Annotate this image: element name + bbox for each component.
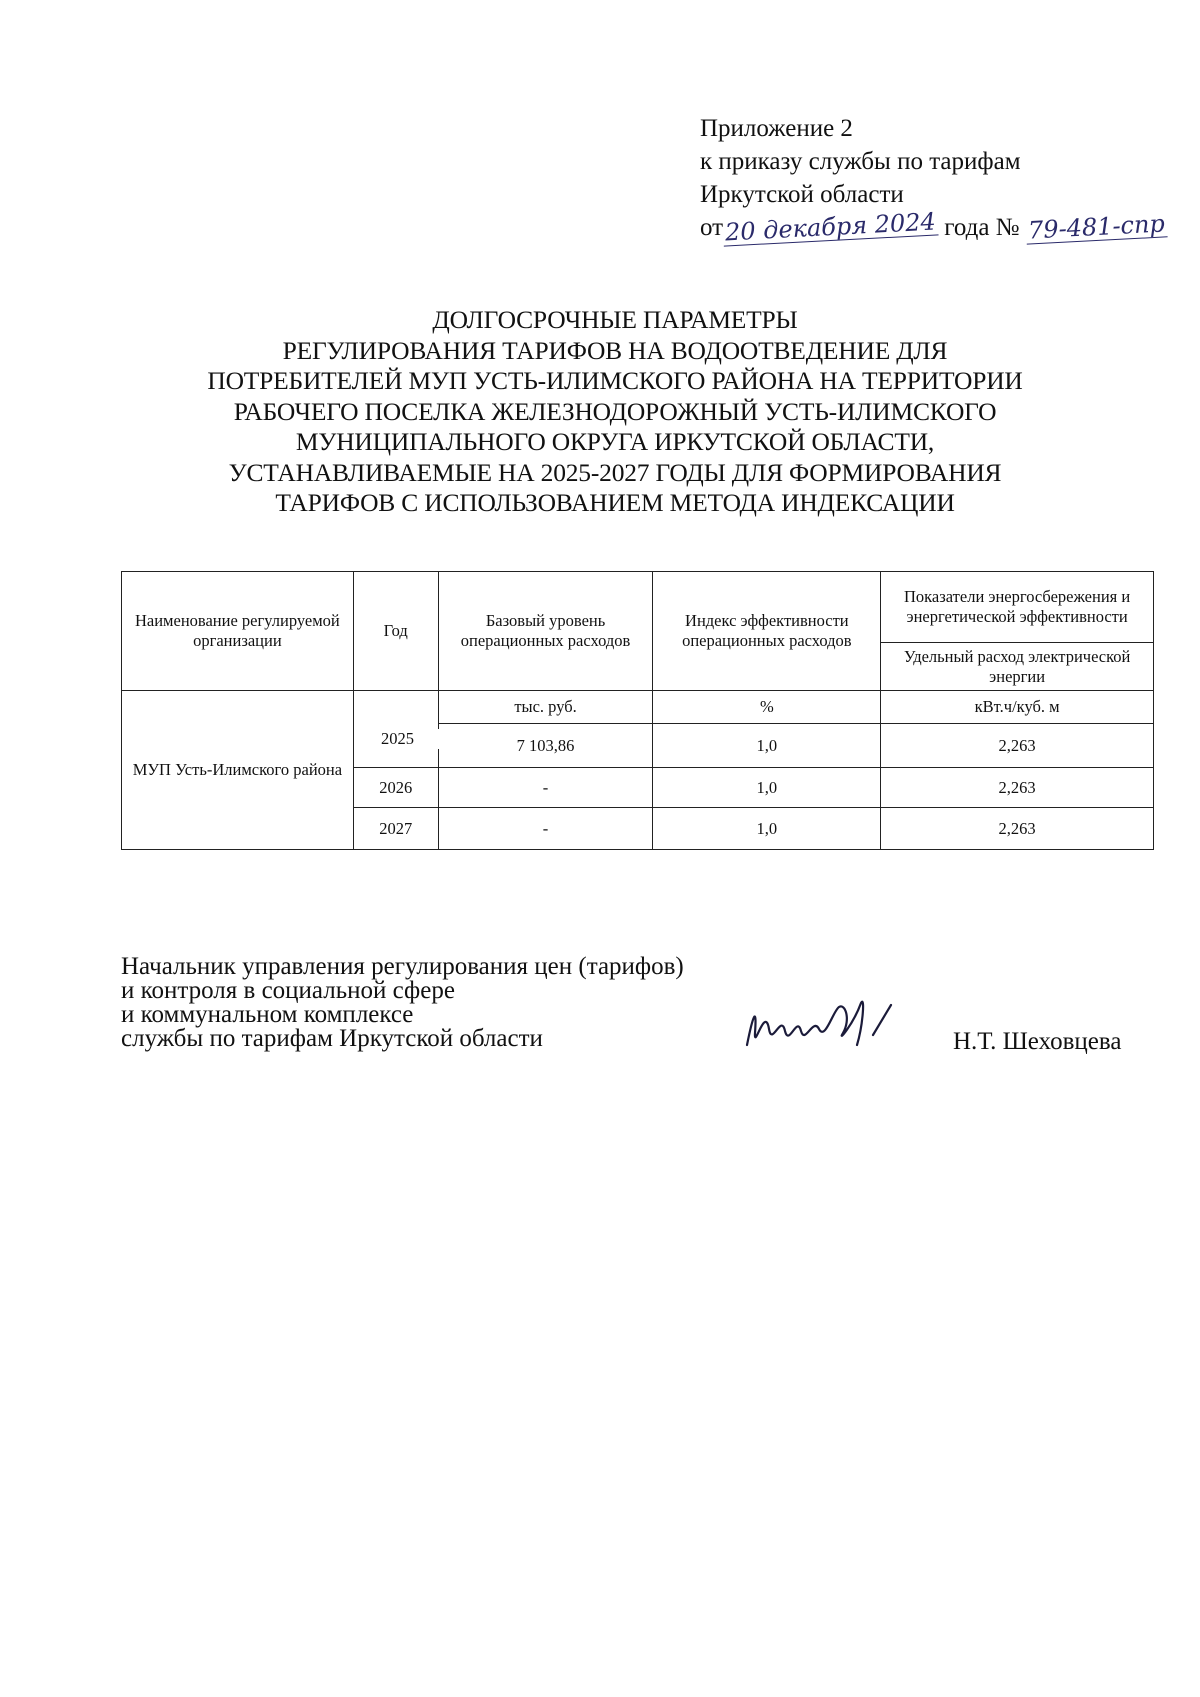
header-energy-group: Показатели энергосбережения и энергетической эффективности (881, 572, 1154, 643)
title-line: ПОТРЕБИТЕЛЕЙ МУП УСТЬ-ИЛИМСКОГО РАЙОНА НА ТЕРРИТОРИИ (207, 366, 1023, 395)
order-mid: года № (944, 214, 1020, 241)
header-year: Год (353, 572, 438, 691)
header-org: Наименование регулируемой организации (122, 572, 354, 691)
energy-2027: 2,263 (881, 808, 1154, 850)
appendix-order-ref: к приказу службы по тарифам (700, 148, 1021, 175)
order-prefix: от (700, 214, 724, 241)
handwritten-signature (735, 985, 955, 1065)
header-base-opex: Базовый уровень операционных расходов (438, 572, 653, 691)
title-line: ТАРИФОВ С ИСПОЛЬЗОВАНИЕМ МЕТОДА ИНДЕКСАЦИИ (275, 488, 955, 517)
appendix-header (700, 112, 1180, 247)
title-line: МУНИЦИПАЛЬНОГО ОКРУГА ИРКУТСКОЙ ОБЛАСТИ, (295, 427, 935, 456)
header-energy-sub: Удельный расход электрической энергии (881, 643, 1154, 691)
index-2026: 1,0 (653, 768, 881, 808)
signer-position-line: Начальник управления регулирования цен (тарифов) (121, 953, 684, 980)
document-title (170, 305, 1060, 519)
unit-index: % (653, 691, 881, 724)
organization-cell: МУП Усть-Илимского района (122, 691, 354, 850)
signature-block (121, 955, 821, 1051)
order-line (700, 207, 1180, 247)
title-line: ДОЛГОСРОЧНЫЕ ПАРАМЕТРЫ (432, 305, 798, 334)
appendix-authority: Иркутской области (700, 181, 904, 208)
parameters-table (121, 571, 1154, 850)
year-2025: 2025 (355, 729, 440, 749)
appendix-number: Приложение 2 (700, 115, 853, 142)
base-2025: 7 103,86 (438, 724, 653, 768)
title-line: УСТАНАВЛИВАЕМЫЕ НА 2025-2027 ГОДЫ ДЛЯ ФОРМИРОВАНИЯ (228, 457, 1002, 487)
order-date-handwritten: 20 декабря 2024 (724, 207, 937, 247)
order-number-handwritten: 79-481-спр (1027, 209, 1166, 245)
unit-energy: кВт.ч/куб. м (881, 691, 1154, 724)
energy-2025: 2,263 (881, 724, 1154, 768)
title-line: РЕГУЛИРОВАНИЯ ТАРИФОВ НА ВОДООТВЕДЕНИЕ ДЛЯ (282, 335, 948, 365)
energy-2026: 2,263 (881, 768, 1154, 808)
title-line: РАБОЧЕГО ПОСЕЛКА ЖЕЛЕЗНОДОРОЖНЫЙ УСТЬ-ИЛИМСКОГО (233, 396, 997, 426)
index-2027: 1,0 (653, 808, 881, 850)
signer-position-line: и контроля в социальной сфере (121, 977, 455, 1004)
year-2027: 2027 (353, 808, 438, 850)
unit-base: тыс. руб. (438, 691, 653, 724)
year-2026: 2026 (353, 768, 438, 808)
signer-position-line: службы по тарифам Иркутской области (121, 1025, 543, 1052)
signer-position-line: и коммунальном комплексе (121, 1001, 414, 1028)
signer-name: Н.Т. Шеховцева (953, 1028, 1122, 1055)
index-2025: 1,0 (653, 724, 881, 768)
base-2026: - (438, 768, 653, 808)
base-2027: - (438, 808, 653, 850)
header-efficiency-index: Индекс эффективности операционных расходов (653, 572, 881, 691)
